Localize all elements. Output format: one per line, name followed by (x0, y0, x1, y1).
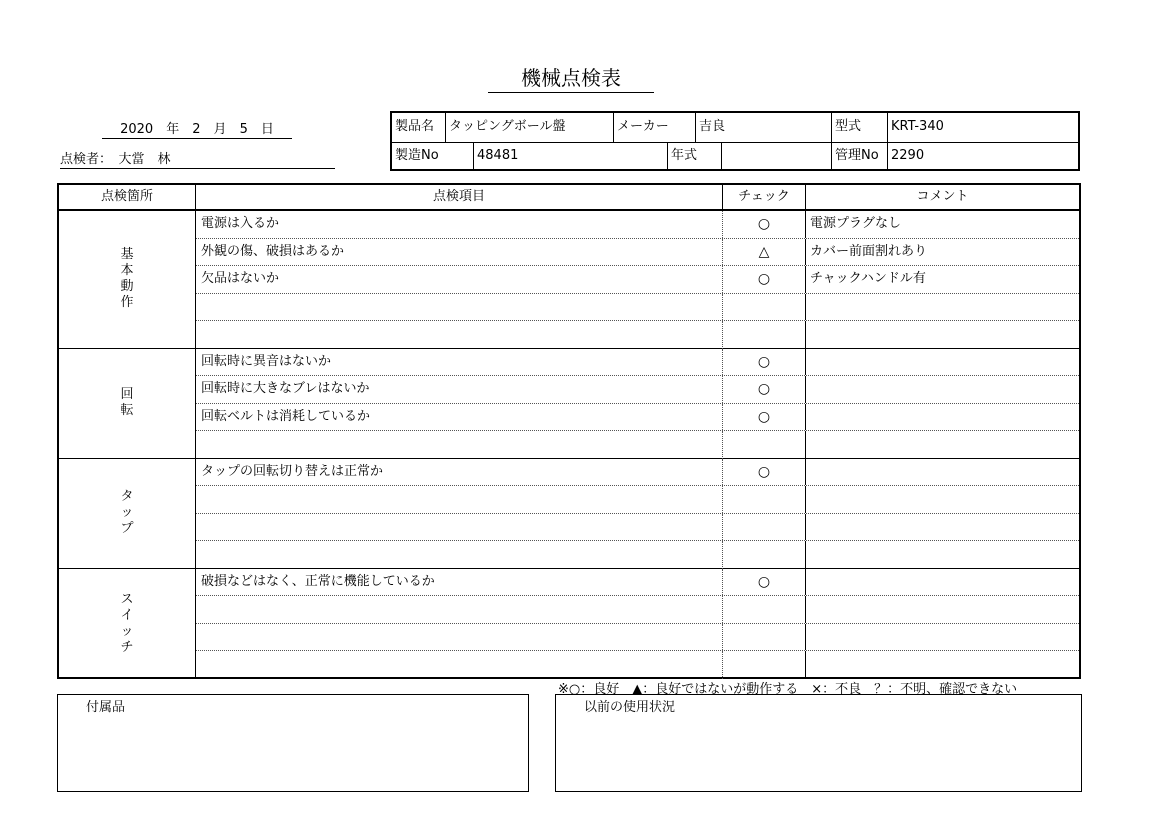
table-row (196, 239, 1079, 267)
row-item: 電源は入るか (196, 211, 723, 238)
row-check-mark: ○ (723, 569, 806, 596)
row-item: タップの回転切り替えは正常か (196, 459, 723, 486)
row-item (196, 651, 723, 679)
row-check-mark: ○ (723, 376, 806, 403)
row-item (196, 541, 723, 569)
row-check-mark (723, 596, 806, 623)
header-comment: コメント (916, 189, 969, 204)
header-item: 点検項目 (196, 185, 723, 209)
header-check: チェック (723, 185, 806, 209)
section-label-text: 回転 (120, 387, 134, 418)
row-item: 欠品はないか (196, 266, 723, 293)
row-check-mark: ○ (723, 459, 806, 486)
section-0 (59, 211, 1079, 349)
row-comment: 電源プラグなし (810, 216, 902, 231)
row-comment (806, 459, 1079, 486)
row-comment (806, 294, 1079, 321)
table-row (196, 624, 1079, 652)
legend: ※○：良好 ▲：良好ではないが動作する ×：不良 ？：不明、確認できない (558, 682, 1018, 697)
row-check-mark (723, 431, 806, 459)
year-label: 年式 (668, 142, 722, 171)
row-item: 回転ベルトは消耗しているか (196, 404, 723, 431)
section-label-text: スイッチ (120, 591, 134, 655)
row-comment (806, 349, 1079, 376)
section-3 (59, 569, 1079, 679)
table-row (196, 404, 1079, 432)
mgmt-value: 2290 (891, 148, 925, 163)
accessories-label: 付属品 (86, 700, 126, 715)
row-check-mark (723, 514, 806, 541)
row-comment (806, 651, 1079, 679)
row-comment (806, 596, 1079, 623)
table-row (196, 294, 1079, 322)
table-row (196, 486, 1079, 514)
inspector-field (60, 148, 335, 169)
section-label (59, 211, 196, 348)
table-row (196, 376, 1079, 404)
row-check-mark: ○ (723, 266, 806, 293)
table-row (196, 541, 1079, 569)
info-row-2 (392, 142, 1078, 171)
product-name-value: タッピングボール盤 (446, 113, 614, 142)
section-label-text: タップ (120, 489, 134, 536)
row-item (196, 596, 723, 623)
row-item (196, 514, 723, 541)
serial-value: 48481 (474, 142, 668, 171)
table-header (59, 185, 1079, 211)
row-comment (806, 514, 1079, 541)
table-row (196, 514, 1079, 542)
section-2 (59, 459, 1079, 569)
row-comment (806, 624, 1079, 651)
table-row (196, 321, 1079, 349)
table-row (196, 431, 1079, 459)
row-item: 回転時に大きなブレはないか (196, 376, 723, 403)
section-label (59, 349, 196, 458)
row-item (196, 624, 723, 651)
row-check-mark (723, 624, 806, 651)
document-title: 機械点検表 (488, 62, 654, 93)
usage-history-label: 以前の使用状況 (584, 700, 676, 715)
inspector-name: 大當 林 (118, 152, 171, 167)
date-day-unit: 日 (260, 122, 274, 137)
model-value: KRT-340 (891, 119, 944, 134)
row-comment: カバー前面割れあり (810, 243, 928, 259)
row-comment: チャックハンドル有 (810, 271, 926, 286)
row-check-mark: ○ (723, 211, 806, 238)
inspector-label: 点検者： (60, 152, 106, 167)
row-comment (806, 376, 1079, 403)
row-check-mark: △ (723, 239, 806, 266)
header-location: 点検箇所 (59, 185, 196, 209)
row-comment (806, 541, 1079, 569)
serial-label: 製造No (392, 142, 474, 171)
row-check-mark: ○ (723, 349, 806, 376)
row-item (196, 294, 723, 321)
section-1 (59, 349, 1079, 459)
date-day: 5 (239, 122, 248, 137)
row-check-mark (723, 321, 806, 349)
row-comment (806, 569, 1079, 596)
date-year: 2020 (120, 122, 154, 137)
machine-info-box (390, 111, 1080, 171)
table-row (196, 596, 1079, 624)
section-label (59, 569, 196, 679)
usage-history-box (555, 694, 1082, 792)
row-item: 回転時に異音はないか (196, 349, 723, 376)
table-row (196, 211, 1079, 239)
table-row (196, 569, 1079, 597)
date-month-unit: 月 (213, 122, 227, 137)
date-month: 2 (192, 122, 201, 137)
date-year-unit: 年 (166, 122, 180, 137)
year-value (722, 142, 832, 171)
table-row (196, 266, 1079, 294)
row-item: 破損などはなく、正常に機能しているか (196, 569, 723, 596)
row-check-mark: ○ (723, 404, 806, 431)
table-row (196, 349, 1079, 377)
row-check-mark (723, 294, 806, 321)
row-check-mark (723, 486, 806, 513)
product-name-label: 製品名 (392, 113, 446, 142)
maker-value: 吉良 (696, 113, 832, 142)
mgmt-label: 管理No (832, 142, 888, 171)
row-comment (806, 431, 1079, 459)
maker-label: メーカー (614, 113, 696, 142)
section-label (59, 459, 196, 568)
row-item (196, 431, 723, 459)
section-label-text: 基本動作 (120, 247, 134, 311)
row-item: 外観の傷、破損はあるか (196, 239, 723, 266)
info-row-1 (392, 113, 1078, 143)
model-label: 型式 (832, 113, 888, 142)
row-item (196, 486, 723, 513)
inspection-date (102, 118, 292, 139)
inspection-table (57, 183, 1081, 679)
row-comment (806, 321, 1079, 349)
row-check-mark (723, 651, 806, 679)
row-item (196, 321, 723, 349)
row-comment (806, 486, 1079, 513)
table-row (196, 459, 1079, 487)
table-row (196, 651, 1079, 679)
row-check-mark (723, 541, 806, 569)
accessories-box (57, 694, 529, 792)
row-comment (806, 404, 1079, 431)
